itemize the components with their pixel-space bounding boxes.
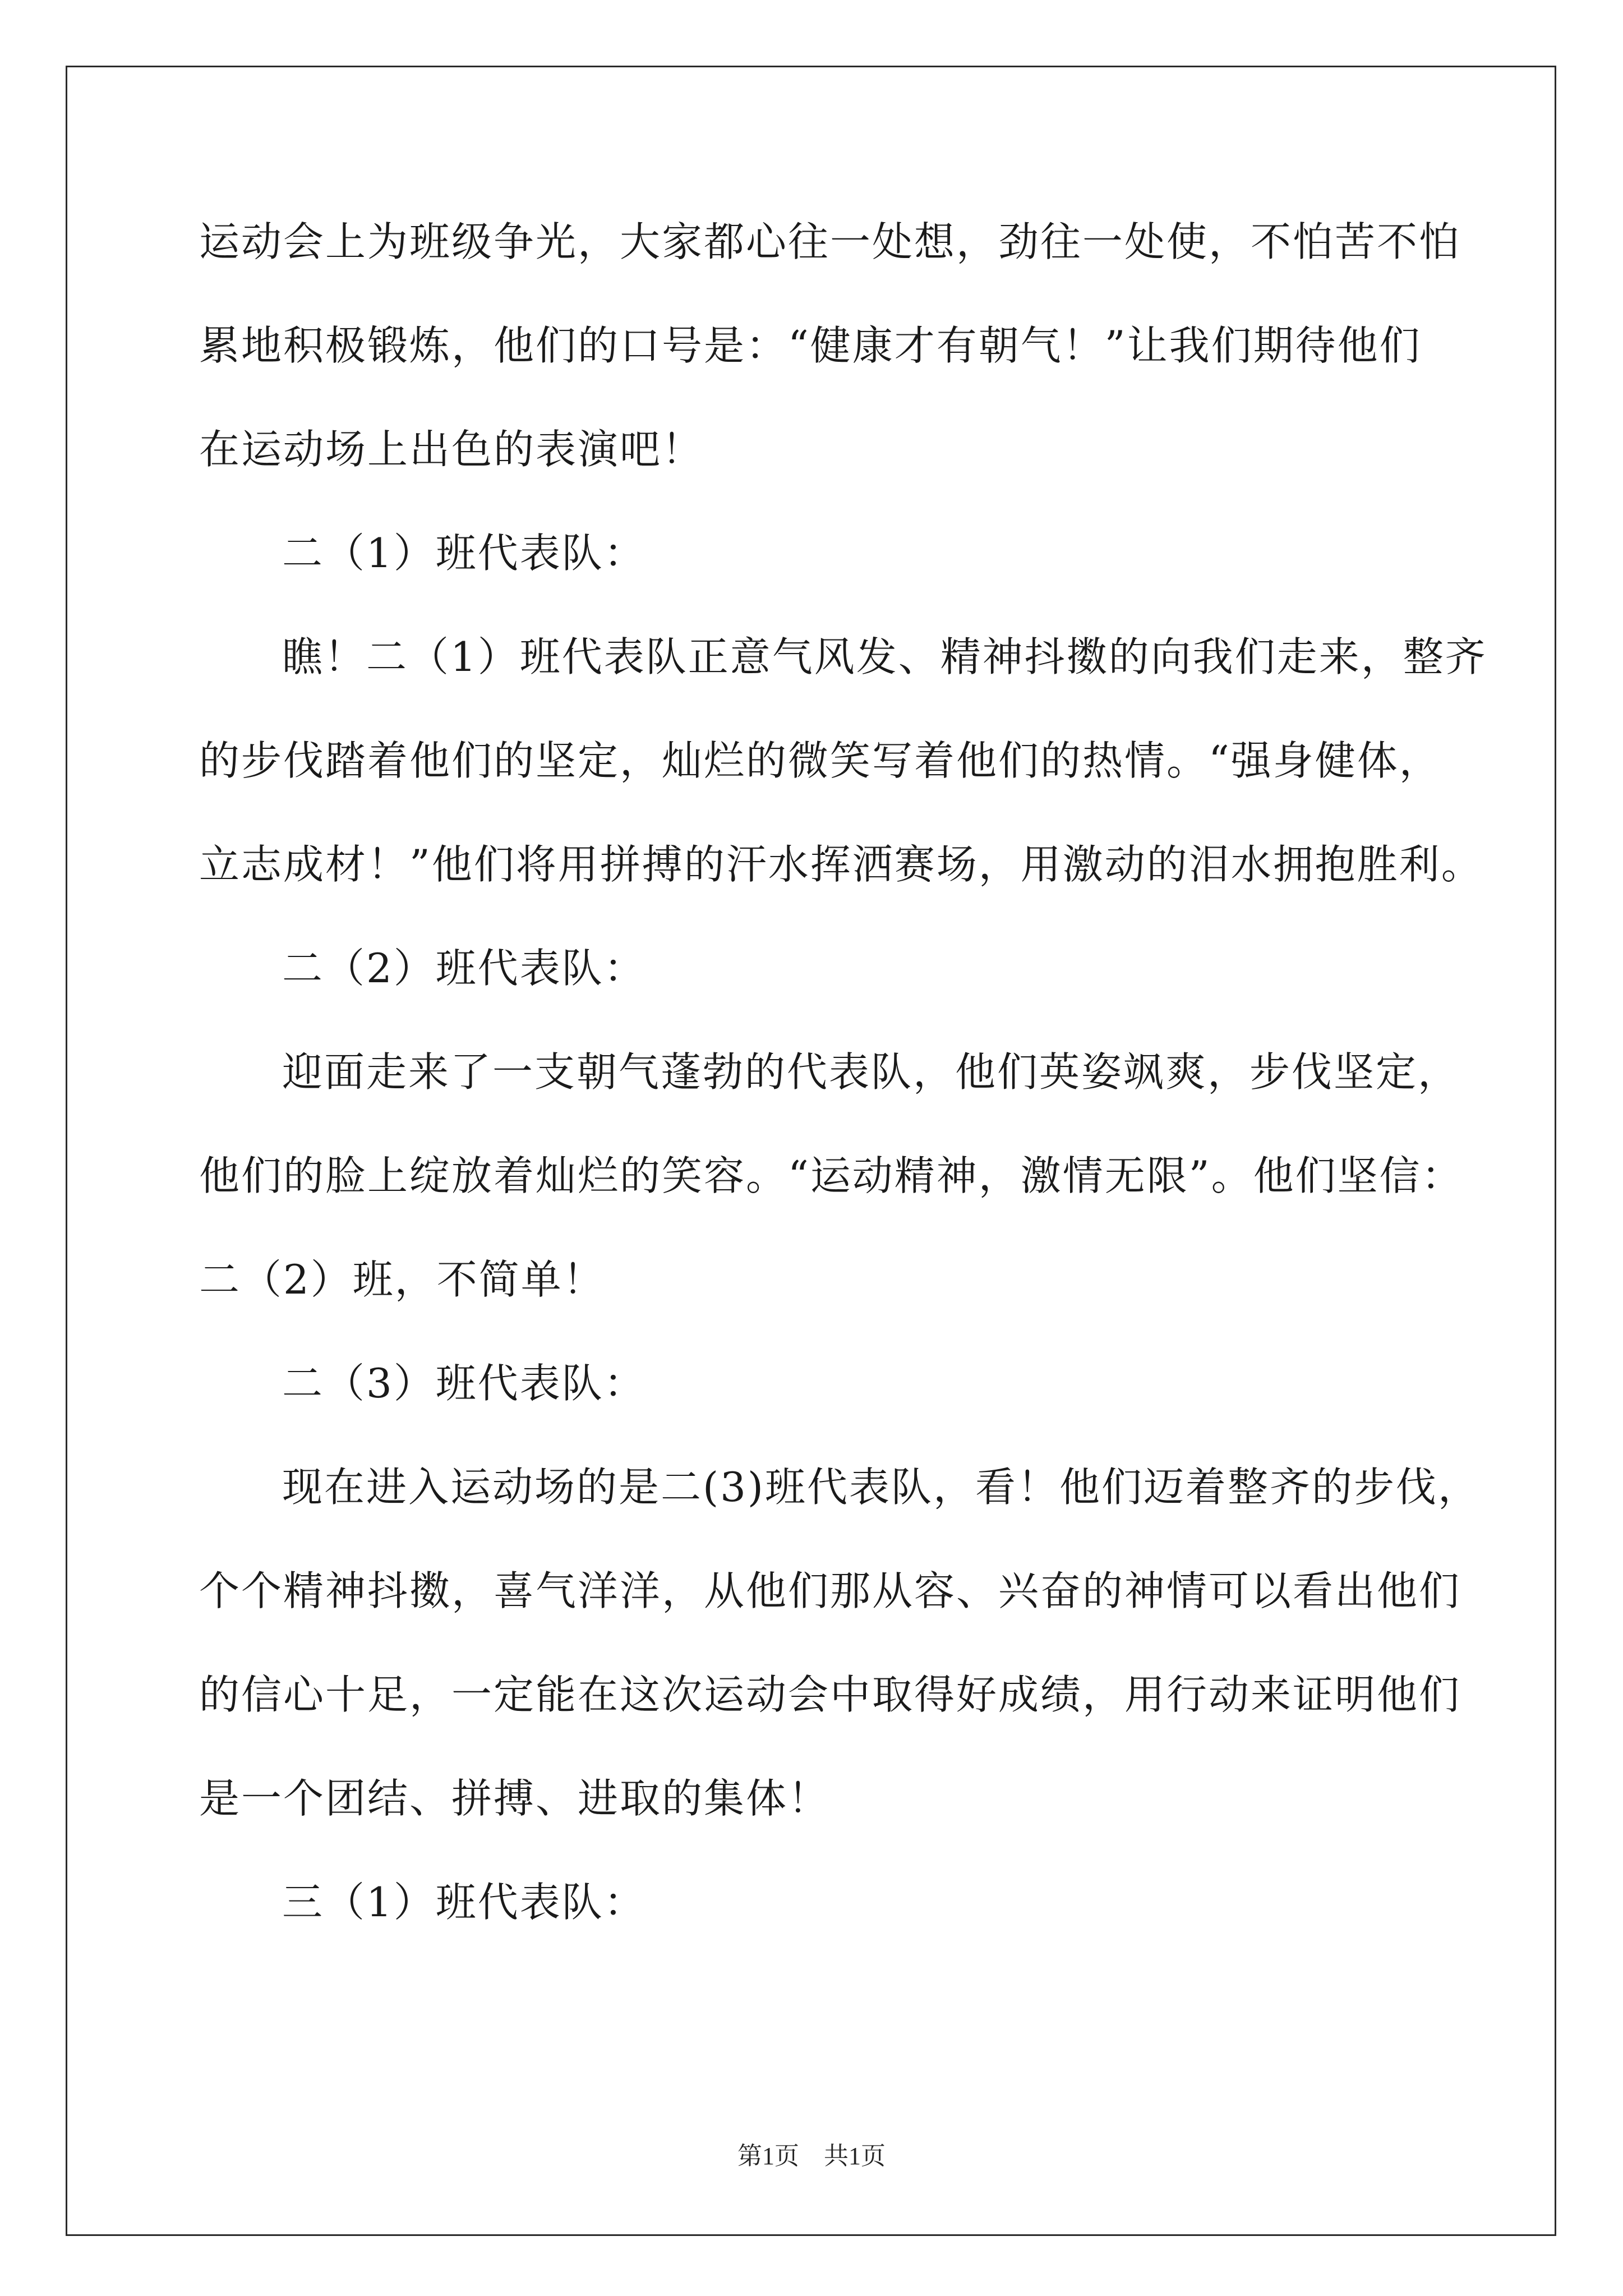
paragraph-line: 累地积极锻炼，他们的口号是：“健康才有朝气！”让我们期待他们 [199, 322, 1422, 369]
paragraph-line: 他们的脸上绽放着灿烂的笑容。“运动精神，激情无限”。他们坚信： [199, 1152, 1464, 1199]
paragraph-line: 立志成材！”他们将用拼搏的汗水挥洒赛场，用激动的泪水拥抱胜利。 [199, 841, 1483, 888]
paragraph-line: 瞧！二（1）班代表队正意气风发、精神抖擞的向我们走来，整齐 [282, 633, 1487, 680]
page-number-footer: 第1页 共1页 [737, 2142, 886, 2170]
paragraph-line: 的信心十足，一定能在这次运动会中取得好成绩，用行动来证明他们 [199, 1671, 1461, 1718]
section-heading: 二（3）班代表队： [282, 1360, 646, 1407]
paragraph-line: 个个精神抖擞，喜气洋洋，从他们那从容、兴奋的神情可以看出他们 [199, 1567, 1461, 1614]
section-heading: 二（2）班代表队： [282, 945, 646, 992]
section-heading: 二（1）班代表队： [282, 530, 646, 577]
paragraph-line: 迎面走来了一支朝气蓬勃的代表队，他们英姿飒爽，步伐坚定， [282, 1048, 1460, 1096]
paragraph-line: 运动会上为班级争光，大家都心往一处想，劲往一处使，不怕苦不怕 [199, 218, 1461, 265]
paragraph-line: 在运动场上出色的表演吧！ [199, 426, 704, 473]
paragraph-line: 的步伐踏着他们的坚定，灿烂的微笑写着他们的热情。“强身健体， [199, 737, 1441, 784]
section-heading: 三（1）班代表队： [282, 1879, 646, 1926]
paragraph-line: 二（2）班，不简单！ [199, 1256, 605, 1303]
paragraph-line: 现在进入运动场的是二(3)班代表队，看！他们迈着整齐的步伐， [282, 1464, 1480, 1511]
paragraph-line: 是一个团结、拼搏、进取的集体！ [199, 1775, 831, 1822]
